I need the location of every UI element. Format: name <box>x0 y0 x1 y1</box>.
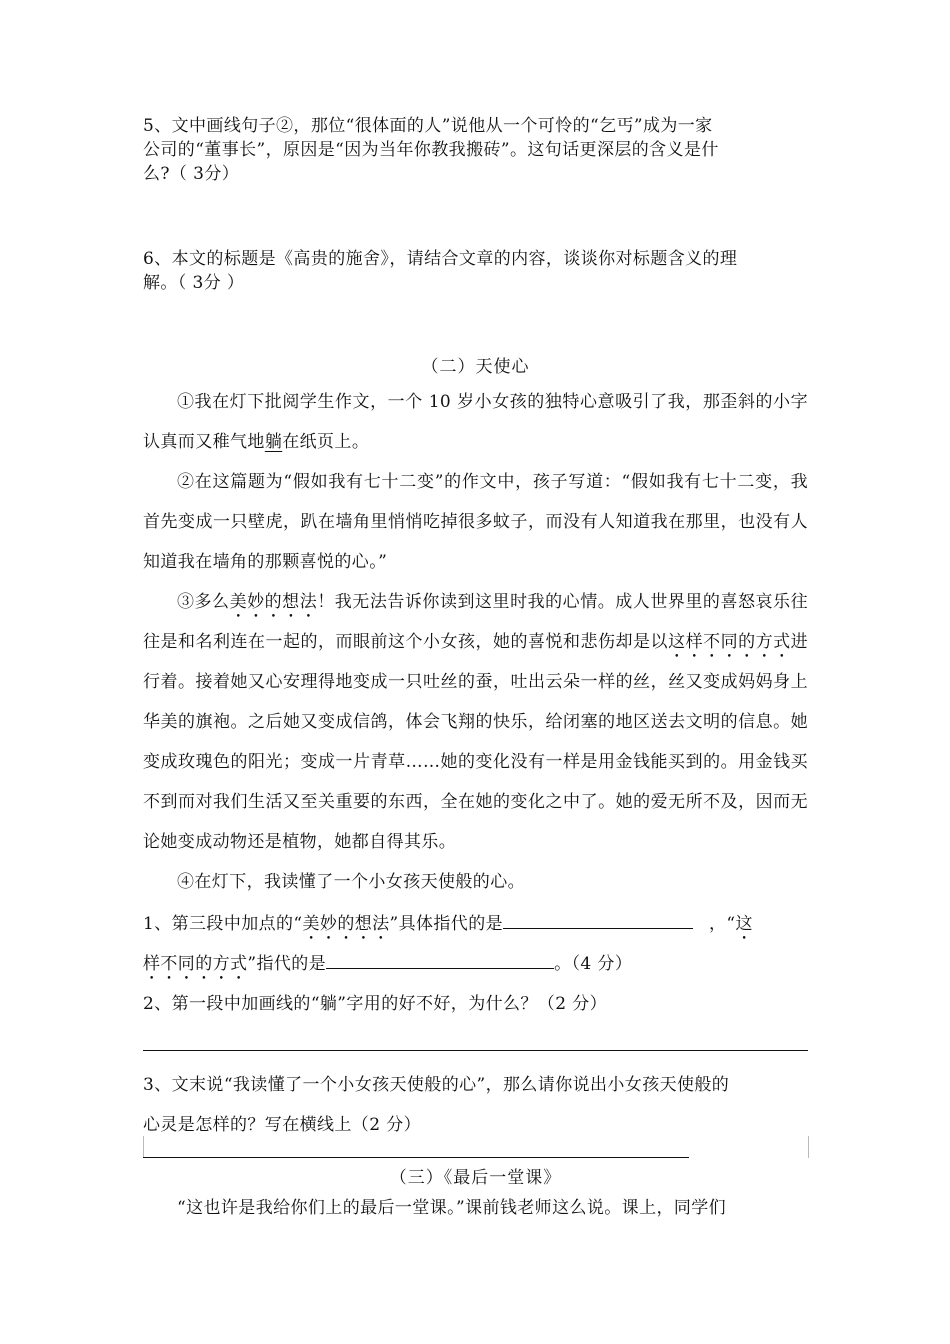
subquestion-3-line-2: 心灵是怎样的？写在横线上（2 分） <box>143 1115 422 1135</box>
answer-blank-1[interactable] <box>503 910 693 929</box>
subquestion-1-line-1 <box>143 909 753 944</box>
subquestion-1-line-2 <box>143 949 632 984</box>
paragraph-1-text-b: 在纸页上。 <box>282 432 370 452</box>
box-edge-left <box>143 1136 144 1158</box>
paragraph-3-text-b: ！我无法告诉你读到这里时我的心情。成人世界里的喜怒哀乐往往是和名利连在一起的，而眼前这个小女孩，她的喜悦和悲伤却是以 <box>143 592 808 652</box>
question-5-line-3: 么?（ 3分） <box>143 164 240 184</box>
sq1-text-d: ”指代的是 <box>247 954 327 974</box>
sq1-dotted-phrase-2b: 样不同的方式 <box>143 954 248 974</box>
underlined-word: 躺 <box>264 432 283 452</box>
section-3-paragraph-1: “这也许是我给你们上的最后一堂课。”课前钱老师这么说。课上，同学们 <box>177 1198 727 1218</box>
paragraph-1 <box>143 382 808 462</box>
sq1-text-e: 。（4 分） <box>554 954 633 974</box>
sq1-dotted-phrase-2a: 这 <box>735 914 753 934</box>
paragraph-3-text-a: ③多么 <box>177 592 230 612</box>
box-edge-right <box>808 1136 809 1158</box>
question-5-line-2: 公司的“董事长”，原因是“因为当年你教我搬砖”。这句话更深层的含义是什 <box>143 140 719 160</box>
section-2-title: （二）天使心 <box>421 357 530 377</box>
subquestion-3-line-1: 3、文末说“我读懂了一个小女孩天使般的心”，那么请你说出小女孩天使般的 <box>143 1075 730 1095</box>
sq1-text-a: 1、第三段中加点的“ <box>143 914 303 934</box>
paragraph-1-text-a: ①我在灯下批阅学生作文，一个 10 岁小女孩的独特心意吸引了我，那歪斜的小字认真而又稚气地 <box>143 392 808 452</box>
sq1-dotted-phrase-1: 美妙的想法 <box>302 914 390 934</box>
paragraph-4: ④在灯下，我读懂了一个小女孩天使般的心。 <box>177 872 525 892</box>
question-5 <box>143 114 808 186</box>
question-6-line-1: 6、本文的标题是《高贵的施舍》，请结合文章的内容，谈谈你对标题含义的理 <box>143 249 738 269</box>
paragraph-3 <box>143 582 808 862</box>
question-6-line-2: 解。（ 3分 ） <box>143 273 245 293</box>
dotted-phrase-2: 这样不同的方式 <box>668 632 791 652</box>
sq1-text-c: ，“ <box>709 914 736 934</box>
question-5-line-1: 5、文中画线句子②，那位“很体面的人”说他从一个可怜的“乞丐”成为一家 <box>143 116 713 136</box>
paragraph-3-text-c: 进行着。接着她又心安理得地变成一只吐丝的蚕，吐出云朵一样的丝，丝又变成妈妈身上华美的旗袍。之后她又变成信鸽，体会飞翔的快乐，给闭塞的地区送去文明的信息。她变成玫瑰色的阳光；变成一片青草……她的变化没有一样是用金钱能买到的。用金钱买不到而对我们生活又至关重要的东西，全在她的变化之中了。她的爱无所不及，因而无论她变成动物还是植物，她都自得其乐。 <box>143 632 808 852</box>
subquestion-2: 2、第一段中加画线的“躺”字用的好不好，为什么？（2 分） <box>143 994 608 1014</box>
section-3-title: （三）《最后一堂课》 <box>389 1168 562 1188</box>
answer-line-2[interactable] <box>143 1050 808 1051</box>
sq1-text-b: ”具体指代的是 <box>389 914 504 934</box>
answer-blank-2[interactable] <box>326 950 554 969</box>
answer-line-3[interactable] <box>143 1157 689 1158</box>
question-6 <box>143 247 808 295</box>
paragraph-2: ②在这篇题为“假如我有七十二变”的作文中，孩子写道：“假如我有七十二变，我首先变成一只壁虎，趴在墙角里悄悄吃掉很多蚊子，而没有人知道我在那里，也没有人知道我在墙角的那颗喜悦的心。” <box>143 472 808 572</box>
passage-2 <box>143 382 808 902</box>
dotted-phrase-1: 美妙的想法 <box>229 592 318 612</box>
